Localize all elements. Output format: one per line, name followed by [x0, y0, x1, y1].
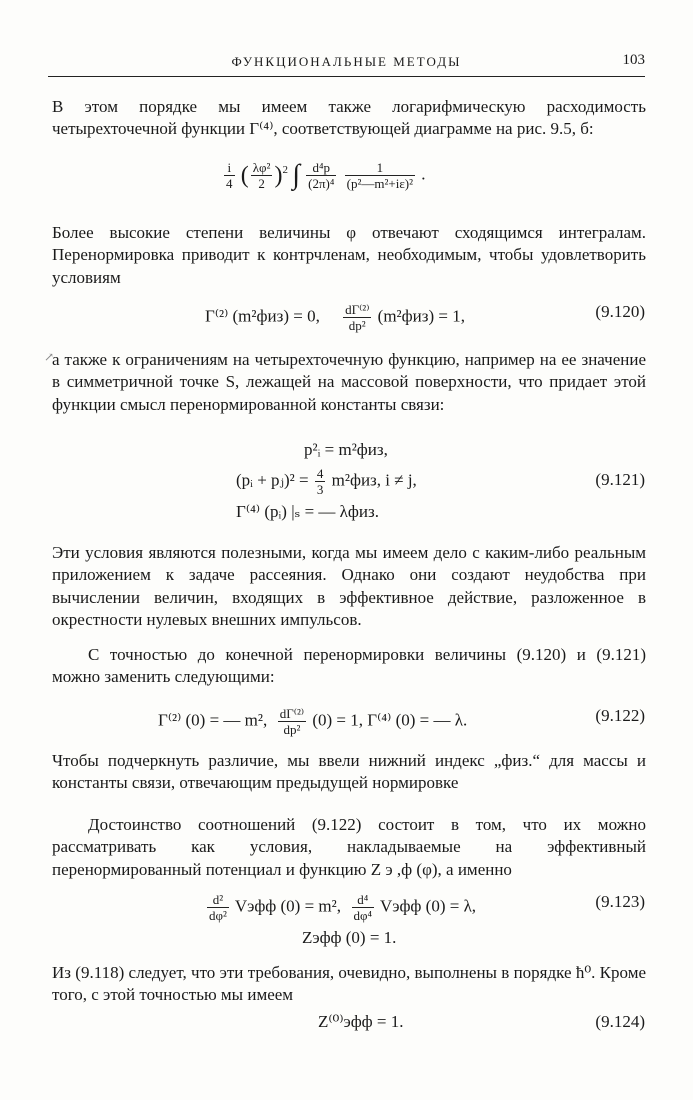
fraction-lambda-phi: $\frac{\text{λφ²}}{2}$ [252, 160, 271, 191]
paragraph-2: Более высокие степени величины φ отвечают сходящимся интегралам. Перенормировка приводит к контрчленам, необходимым, чтобы удовлетворить условиям [52, 223, 646, 287]
paragraph-5: С точностью до конечной перенормировки величины (9.120) и (9.121) можно заменить следующими: [52, 645, 646, 687]
paragraph-6: Чтобы подчеркнуть различие, мы ввели нижний индекс „физ.“ для массы и константы связи, отвечающим предыдущей нормировке [52, 751, 646, 793]
eq121-line2-right: m²физ, i ≠ j, [331, 470, 417, 490]
equation-log-divergence [222, 160, 426, 191]
margin-mark: ↗ [44, 350, 55, 364]
label-9-123: (9.123) [595, 892, 645, 911]
fraction-i-over-4: $\frac{i}{4}$ [226, 160, 233, 191]
fraction-d2-dphi2: $\frac{\text{d²}}{\text{dφ²}}$ [209, 892, 227, 923]
page-number: 103 [622, 52, 645, 68]
paragraph-8: Из (9.118) следует, что эти требования, очевидно, выполнены в порядке ħ⁰. Кроме того, с этой точностью мы имеем [52, 963, 646, 1005]
equation-9-123 [205, 892, 476, 923]
eq121-line-2 [236, 466, 417, 497]
paren-close: ) [274, 162, 283, 189]
label-9-124: (9.124) [595, 1012, 645, 1031]
fraction-d4-dphi4: $\frac{\text{d⁴}}{\text{dφ⁴}}$ [353, 892, 373, 923]
eq123-mid-2: Vэфф (0) = λ, [380, 896, 477, 916]
running-head: ФУНКЦИОНАЛЬНЫЕ МЕТОДЫ [231, 54, 462, 69]
eq120-right: (m²физ) = 1, [377, 306, 465, 326]
paren-open: ( [240, 162, 249, 189]
fraction-four-thirds: $\frac{4}{3}$ [316, 466, 324, 497]
eq123-line-2: Zэфф (0) = 1. [302, 928, 397, 947]
eq120-derivative: $\frac{\text{dΓ⁽²⁾}}{\text{dp²}}$ [345, 302, 370, 333]
equation-9-122 [158, 706, 467, 737]
label-9-121: (9.121) [595, 470, 645, 489]
eq121-line2-left: (pᵢ + pⱼ)² = [236, 470, 309, 490]
integral-sign: ∫ [292, 159, 300, 191]
eq122-left: Γ⁽²⁾ (0) = — m², [158, 710, 268, 730]
square-exponent: 2 [282, 163, 288, 176]
page-header [48, 52, 645, 77]
eq122-right: (0) = 1, Γ⁽⁴⁾ (0) = — λ. [312, 710, 468, 730]
eq121-line-1: p²ᵢ = m²физ, [304, 440, 388, 459]
paragraph-4: Эти условия являются полезными, когда мы имеем дело с каким-либо реальным приложением к задаче рассеяния. Однако они создают неудобства при вычислении величин, входящих в эффективное действие, разложенное в окрестности нулевых внешних импульсов. [52, 543, 646, 629]
label-9-122: (9.122) [595, 706, 645, 725]
paragraph-3: а также к ограничениям на четырехточечную функцию, например на ее значение в симметричной точке S, лежащей на массовой поверхности, что придает этой функции смысл перенормированной константы связи: [52, 350, 646, 414]
paragraph-7: Достоинство соотношений (9.122) состоит в том, что их можно рассматривать как условия, накладываемые на эффективный перенормированный потенциал и функцию Z э ,ф (φ), а именно [52, 815, 646, 879]
eq123-mid-1: Vэфф (0) = m², [234, 896, 341, 916]
eq122-derivative: $\frac{\text{dΓ⁽²⁾}}{\text{dp²}}$ [279, 706, 305, 737]
equation-end-dot: . [421, 164, 426, 184]
eq121-line-3: Γ⁽⁴⁾ (pᵢ) |ₛ = — λфиз. [236, 502, 379, 521]
equation-9-124: Z⁽⁰⁾эфф = 1. [318, 1012, 404, 1031]
paragraph-1: В этом порядке мы имеем также логарифмическую расходимость четырехточечной функции Γ⁽⁴⁾, соответствующей диаграмме на рис. 9.5, б: [52, 97, 646, 139]
equation-9-120 [205, 302, 465, 333]
fraction-measure: $\frac{\text{d⁴p}}{\text{(2π)⁴}}$ [308, 160, 335, 191]
label-9-120: (9.120) [595, 302, 645, 321]
fraction-propagator: $\frac{1}{\text{(p²—m²+iε)²}}$ [346, 160, 414, 191]
eq120-left: Γ⁽²⁾ (m²физ) = 0, [205, 306, 320, 326]
